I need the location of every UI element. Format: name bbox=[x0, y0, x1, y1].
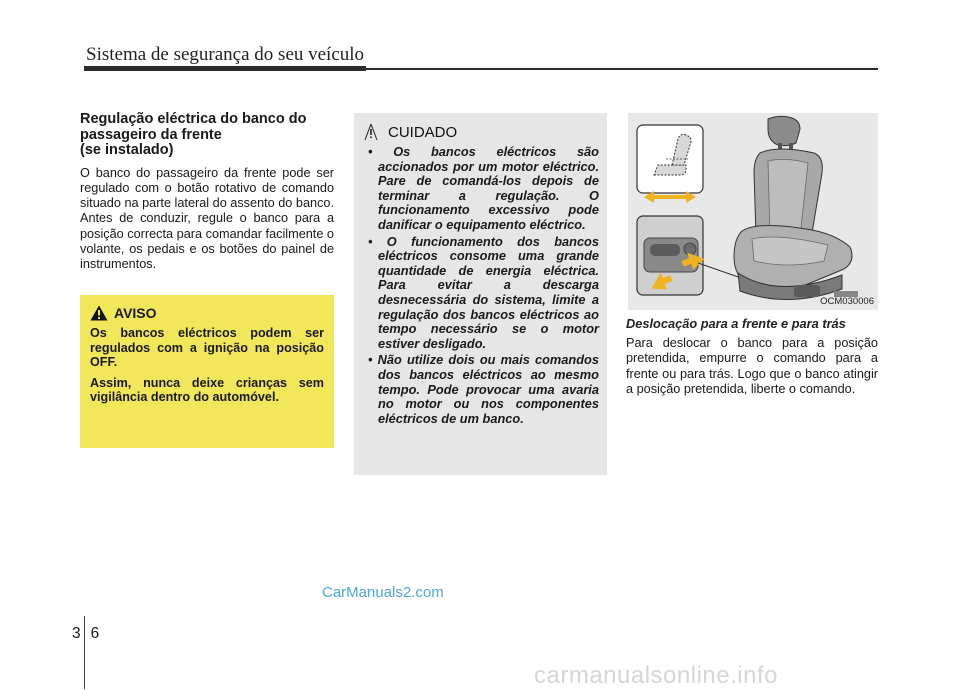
warning-title: AVISO bbox=[114, 305, 157, 321]
caution-item: • Não utilize dois ou mais comandos dos bancos eléctricos ao mesmo tempo. Pode provocar uma avaria no motor ou nos componentes eléctricos de um banco. bbox=[368, 352, 599, 426]
section-body: O banco do passageiro da frente pode ser regulado com o botão rotativo de comando situado na parte lateral do assento do banco. Antes de conduzir, regule o banco para a posição correcta para comandar facilmente o volante, os pedais e os botões do painel de instrumentos. bbox=[80, 165, 334, 272]
caution-list bbox=[364, 145, 599, 426]
footer-site-watermark: carmanualsonline.info bbox=[534, 662, 778, 689]
watermark-link[interactable]: CarManuals2.com bbox=[322, 584, 444, 601]
caution-item: • O funcionamento dos bancos eléctricos consome uma grande quantidade de energia eléctrica. Para evitar a descarga desnecessária do sistema, limite a regulação dos bancos eléctricos ao tempo necessário se o motor estiver desligado. bbox=[368, 233, 599, 351]
seat-illustration bbox=[628, 113, 878, 310]
seat-diagram bbox=[628, 113, 878, 310]
caution-title-row bbox=[364, 123, 599, 141]
section-heading-line1: Regulação eléctrica do banco do bbox=[80, 111, 307, 127]
caution-triangle-icon bbox=[364, 123, 378, 141]
section-heading bbox=[80, 112, 334, 159]
section-heading-line2: passageiro da frente bbox=[80, 126, 222, 143]
page-number: 36 bbox=[72, 625, 110, 642]
seat-main-icon bbox=[734, 116, 858, 299]
header-rule-thin bbox=[366, 68, 878, 70]
warning-text-2: Assim, nunca deixe crianças sem vigilância dentro do automóvel. bbox=[90, 375, 324, 404]
warning-text-1: Os bancos eléctricos podem ser regulados com a ignição na posição OFF. bbox=[90, 326, 324, 369]
caution-title: CUIDADO bbox=[388, 123, 458, 141]
section-heading-line3: (se instalado) bbox=[80, 142, 174, 158]
page-header-title: Sistema de segurança do seu veículo bbox=[86, 44, 365, 65]
figure-code: OCM030006 bbox=[820, 296, 874, 307]
caution-item: • Os bancos eléctricos são accionados por um motor eléctrico. Pare de comandá-los depois de terminar a regulação. O funcionamento excessivo pode danificar o equipamento eléctrico. bbox=[368, 144, 599, 232]
adjust-body: Para deslocar o banco para a posição pretendida, empurre o comando para a frente ou para trás. Logo que o banco atingir a posição pretendida, liberte o comando. bbox=[626, 336, 878, 396]
header-rule bbox=[84, 66, 366, 71]
warning-title-row bbox=[90, 305, 324, 321]
section-column bbox=[80, 112, 334, 273]
adjust-section bbox=[626, 316, 878, 397]
caution-box bbox=[354, 113, 607, 475]
warning-box bbox=[80, 295, 334, 448]
warning-triangle-icon bbox=[90, 305, 108, 321]
adjust-caption: Deslocação para a frente e para trás bbox=[626, 316, 846, 331]
